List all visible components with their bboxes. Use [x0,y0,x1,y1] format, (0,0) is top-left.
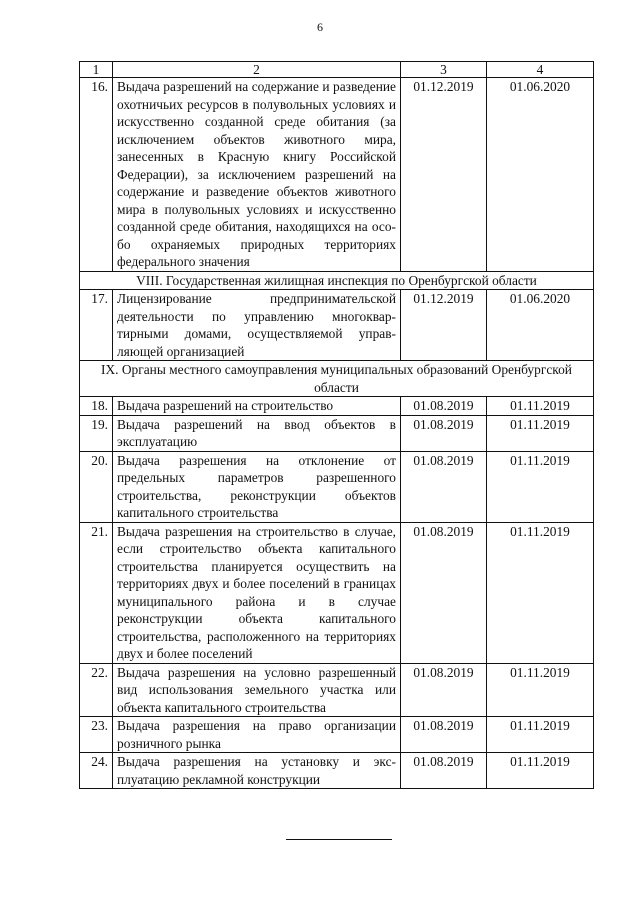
start-date: 01.08.2019 [401,663,487,717]
row-number: 22. [80,663,113,717]
service-description: Выдача разрешения на право организации розничного рынка [113,717,401,753]
row-number: 20. [80,451,113,522]
end-date: 01.11.2019 [487,397,594,416]
section-row [80,361,594,397]
table-row [80,415,594,451]
row-number: 24. [80,753,113,789]
end-date: 01.11.2019 [487,451,594,522]
end-date: 01.11.2019 [487,522,594,663]
row-number: 18. [80,397,113,416]
column-header: 3 [401,62,487,78]
end-date: 01.11.2019 [487,717,594,753]
start-date: 01.12.2019 [401,78,487,272]
service-description: Выдача разрешения на строительство в случае, если строительство объекта капитального строительства планируется осуществить на территориях двух и более поселений в границах муниципального района и в случае реконструкции объекта капитального строительства, расположенного на территориях двух и более поселений [113,522,401,663]
end-date: 01.06.2020 [487,290,594,361]
end-date: 01.11.2019 [487,415,594,451]
column-header: 4 [487,62,594,78]
table-row [80,522,594,663]
table-row [80,397,594,416]
row-number: 19. [80,415,113,451]
row-number: 16. [80,78,113,272]
column-header: 1 [80,62,113,78]
section-title: VIII. Государственная жилищная инспекция по Оренбургской области [80,271,594,290]
end-separator-line [286,839,392,840]
table-row [80,451,594,522]
page-number: 6 [317,20,323,34]
table-row [80,78,594,272]
end-date: 01.11.2019 [487,753,594,789]
start-date: 01.08.2019 [401,522,487,663]
service-description: Выдача разрешения на отклонение от предельных параметров разрешенного строительства, реконструкции объектов капитального строительства [113,451,401,522]
service-description: Выдача разрешений на строительство [113,397,401,416]
table-row [80,290,594,361]
service-description: Выдача разрешения на установку и эксплуатацию рекламной конструкции [113,753,401,789]
table-row [80,717,594,753]
row-number: 17. [80,290,113,361]
section-title: IX. Органы местного самоуправления муниципальных образований Оренбургской области [80,361,594,397]
end-date: 01.06.2020 [487,78,594,272]
start-date: 01.08.2019 [401,753,487,789]
start-date: 01.08.2019 [401,717,487,753]
start-date: 01.08.2019 [401,397,487,416]
start-date: 01.08.2019 [401,415,487,451]
service-description: Выдача разрешений на ввод объектов в эксплуатацию [113,415,401,451]
table-row [80,753,594,789]
service-description: Лицензирование предпринимательской деятельности по управлению многоквартирными домами, осуществляемой управляющей организацией [113,290,401,361]
permits-table [79,61,594,789]
table-row [80,663,594,717]
service-description: Выдача разрешений на содержание и разведение охотничьих ресурсов в полувольных условиях и искусственно созданной среде обитания (за исключением объектов животного мира, занесенных в Красную книгу Российской Федерации), за исключением разрешений на содержание и разведение объектов животного мира в полувольных условиях и искусственно созданной среде обитания, находящихся на особо охраняемых природных территориях федерального значения [113,78,401,272]
table-header-row [80,62,594,78]
end-date: 01.11.2019 [487,663,594,717]
row-number: 21. [80,522,113,663]
start-date: 01.08.2019 [401,451,487,522]
service-description: Выдача разрешения на условно разрешенный вид использования земельного участка или объекта капитального строительства [113,663,401,717]
section-row [80,271,594,290]
start-date: 01.12.2019 [401,290,487,361]
column-header: 2 [113,62,401,78]
row-number: 23. [80,717,113,753]
